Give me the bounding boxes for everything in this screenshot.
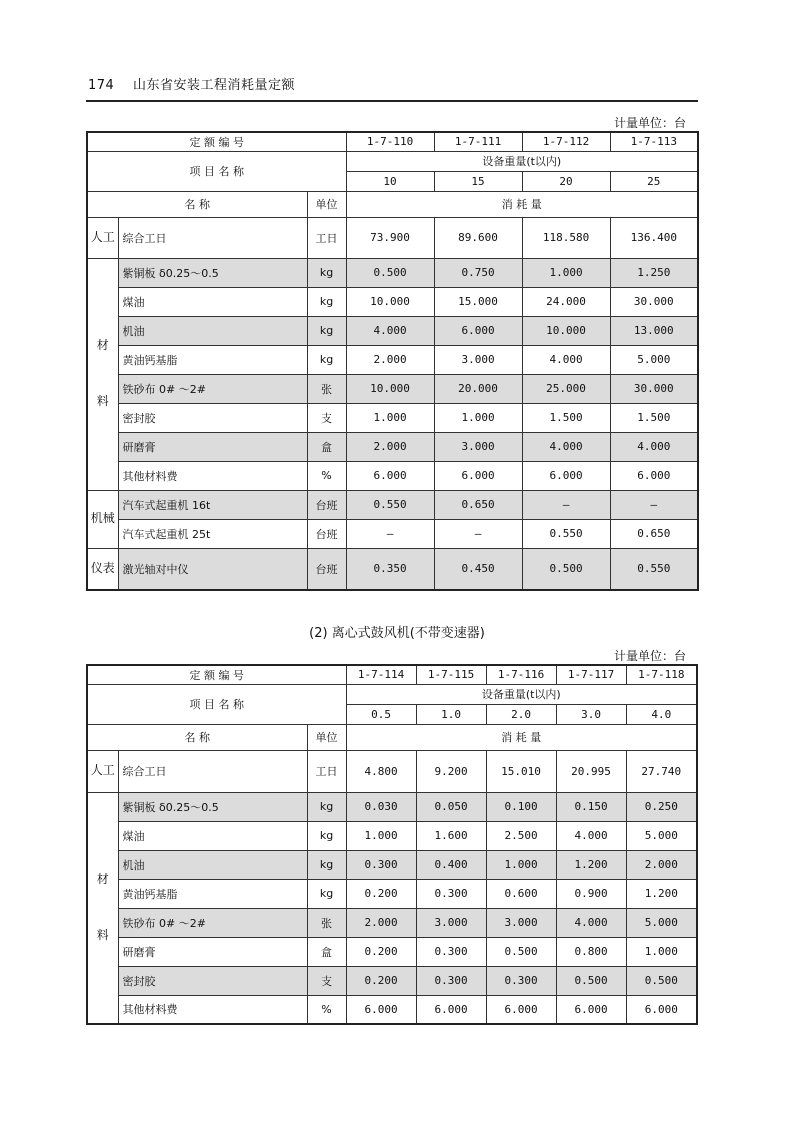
category-labor: 人工 <box>87 750 118 792</box>
row-name: 其他材料费 <box>118 995 307 1024</box>
row-value: 3.000 <box>434 432 522 461</box>
category-instrument: 仪表 <box>87 548 118 590</box>
row-value: 73.900 <box>346 217 434 258</box>
row-value: 15.010 <box>486 750 556 792</box>
table-row <box>87 937 697 966</box>
quota-code: 1-7-114 <box>346 665 416 684</box>
quota-code: 1-7-112 <box>522 132 610 151</box>
category-labor: 人工 <box>87 217 118 258</box>
row-unit: kg <box>307 287 346 316</box>
row-value: 1.600 <box>416 821 486 850</box>
row-value: 0.650 <box>434 490 522 519</box>
weight-value: 15 <box>434 171 522 191</box>
row-value: 1.250 <box>610 258 698 287</box>
row-value: 1.200 <box>626 879 697 908</box>
row-value: 0.900 <box>556 879 626 908</box>
section-title: (2) 离心式鼓风机(不带变速器) <box>309 626 485 641</box>
weight-value: 10 <box>346 171 434 191</box>
row-unit: kg <box>307 345 346 374</box>
row-value: 6.000 <box>626 995 697 1024</box>
table-row <box>87 345 698 374</box>
row-value: 1.200 <box>556 850 626 879</box>
row-value: 0.600 <box>486 879 556 908</box>
row-name: 黄油钙基脂 <box>118 345 307 374</box>
row-value: 15.000 <box>434 287 522 316</box>
unit-column-header: 单位 <box>307 191 346 217</box>
row-value: 0.350 <box>346 548 434 590</box>
row-value: 4.000 <box>610 432 698 461</box>
category-machine: 机械 <box>87 490 118 548</box>
row-name: 黄油钙基脂 <box>118 879 307 908</box>
row-value: 0.400 <box>416 850 486 879</box>
weight-value: 3.0 <box>556 704 626 724</box>
row-value: 0.750 <box>434 258 522 287</box>
row-value: 6.000 <box>486 995 556 1024</box>
row-unit: 工日 <box>307 217 346 258</box>
row-name: 铁砂布 0# ～2# <box>118 374 307 403</box>
category-material-char: 材 <box>96 338 109 353</box>
row-value: 2.000 <box>626 850 697 879</box>
row-value: — <box>346 519 434 548</box>
row-value: 1.000 <box>346 403 434 432</box>
row-name: 密封胶 <box>118 403 307 432</box>
row-value: 1.000 <box>346 821 416 850</box>
quota-table-2 <box>86 664 698 1025</box>
row-name: 其他材料费 <box>118 461 307 490</box>
category-material-char: 材 <box>96 872 109 887</box>
quota-code: 1-7-118 <box>626 665 697 684</box>
row-value: 6.000 <box>434 461 522 490</box>
page-number: 174 <box>88 78 115 93</box>
row-name: 研磨膏 <box>118 937 307 966</box>
category-material-char: 料 <box>96 927 109 942</box>
weight-value: 1.0 <box>416 704 486 724</box>
row-value: 6.000 <box>610 461 698 490</box>
weight-value: 0.5 <box>346 704 416 724</box>
table-row <box>87 750 697 792</box>
row-value: 4.000 <box>556 821 626 850</box>
table-row <box>87 287 698 316</box>
table-row <box>87 548 698 590</box>
row-value: 6.000 <box>556 995 626 1024</box>
header-rule <box>86 100 698 102</box>
row-value: 89.600 <box>434 217 522 258</box>
row-value: 1.000 <box>626 937 697 966</box>
book-title: 山东省安装工程消耗量定额 <box>132 78 295 93</box>
consumption-header: 消 耗 量 <box>346 724 697 750</box>
quota-code: 1-7-116 <box>486 665 556 684</box>
weight-label: 设备重量(t以内) <box>346 684 697 704</box>
row-value: 0.500 <box>486 937 556 966</box>
unit-label-2: 计量单位：台 <box>613 649 686 663</box>
row-value: 10.000 <box>346 374 434 403</box>
row-value: 1.000 <box>522 258 610 287</box>
row-value: — <box>522 490 610 519</box>
item-name-label: 项 目 名 称 <box>87 151 346 191</box>
row-name: 研磨膏 <box>118 432 307 461</box>
row-name: 机油 <box>118 316 307 345</box>
row-value: 25.000 <box>522 374 610 403</box>
table-row <box>87 821 697 850</box>
row-value: 1.000 <box>486 850 556 879</box>
row-value: 6.000 <box>434 316 522 345</box>
quota-label: 定 额 编 号 <box>87 665 346 684</box>
row-value: 4.000 <box>522 432 610 461</box>
quota-code: 1-7-115 <box>416 665 486 684</box>
item-name-label: 项 目 名 称 <box>87 684 346 724</box>
row-value: 20.000 <box>434 374 522 403</box>
quota-code-row <box>87 665 697 684</box>
row-value: 20.995 <box>556 750 626 792</box>
table-row <box>87 258 698 287</box>
row-unit: kg <box>307 821 346 850</box>
row-unit: kg <box>307 258 346 287</box>
row-value: 0.550 <box>522 519 610 548</box>
weight-value: 20 <box>522 171 610 191</box>
row-name: 密封胶 <box>118 966 307 995</box>
table-row <box>87 908 697 937</box>
table-row <box>87 403 698 432</box>
quota-code: 1-7-110 <box>346 132 434 151</box>
weight-label: 设备重量(t以内) <box>346 151 698 171</box>
row-value: 6.000 <box>346 995 416 1024</box>
unit-column-header: 单位 <box>307 724 346 750</box>
row-name: 紫铜板 δ0.25～0.5 <box>118 792 307 821</box>
row-value: 1.000 <box>434 403 522 432</box>
row-unit: 盒 <box>307 432 346 461</box>
row-value: 9.200 <box>416 750 486 792</box>
row-value: 0.550 <box>346 490 434 519</box>
row-value: 4.000 <box>346 316 434 345</box>
row-name: 汽车式起重机 25t <box>118 519 307 548</box>
row-value: 3.000 <box>434 345 522 374</box>
row-value: 0.300 <box>346 850 416 879</box>
row-unit: 支 <box>307 966 346 995</box>
row-value: 2.000 <box>346 345 434 374</box>
table-row <box>87 461 698 490</box>
quota-table-1 <box>86 131 699 591</box>
row-value: 0.150 <box>556 792 626 821</box>
row-value: 27.740 <box>626 750 697 792</box>
row-value: 0.200 <box>346 879 416 908</box>
row-value: 0.300 <box>416 879 486 908</box>
row-unit: % <box>307 461 346 490</box>
row-value: 136.400 <box>610 217 698 258</box>
row-value: 0.200 <box>346 937 416 966</box>
row-value: 0.250 <box>626 792 697 821</box>
row-value: 30.000 <box>610 287 698 316</box>
row-value: 5.000 <box>626 908 697 937</box>
weight-value: 4.0 <box>626 704 697 724</box>
category-material-char: 料 <box>96 394 109 408</box>
row-value: 2.500 <box>486 821 556 850</box>
row-value: 24.000 <box>522 287 610 316</box>
table-row <box>87 792 697 821</box>
row-value: 0.450 <box>434 548 522 590</box>
row-value: 6.000 <box>346 461 434 490</box>
row-value: 2.000 <box>346 908 416 937</box>
row-unit: 张 <box>307 908 346 937</box>
row-value: — <box>610 490 698 519</box>
row-name: 铁砂布 0# ～2# <box>118 908 307 937</box>
quota-code: 1-7-111 <box>434 132 522 151</box>
table-row <box>87 966 697 995</box>
row-unit: 台班 <box>307 490 346 519</box>
row-value: 0.300 <box>416 966 486 995</box>
row-unit: kg <box>307 879 346 908</box>
row-value: 30.000 <box>610 374 698 403</box>
quota-code: 1-7-113 <box>610 132 698 151</box>
category-material <box>87 792 118 1024</box>
quota-code: 1-7-117 <box>556 665 626 684</box>
row-unit: 张 <box>307 374 346 403</box>
row-value: 0.550 <box>610 548 698 590</box>
row-value: 0.100 <box>486 792 556 821</box>
row-value: 13.000 <box>610 316 698 345</box>
row-value: 4.000 <box>522 345 610 374</box>
row-name: 紫铜板 δ0.25～0.5 <box>118 258 307 287</box>
row-unit: 台班 <box>307 548 346 590</box>
row-value: 0.050 <box>416 792 486 821</box>
row-value: 0.650 <box>610 519 698 548</box>
row-name: 综合工日 <box>118 750 307 792</box>
row-value: 0.030 <box>346 792 416 821</box>
name-column-header: 名 称 <box>87 724 307 750</box>
row-value: 1.500 <box>522 403 610 432</box>
row-unit: 工日 <box>307 750 346 792</box>
quota-label: 定 额 编 号 <box>87 132 346 151</box>
row-unit: kg <box>307 850 346 879</box>
name-column-header: 名 称 <box>87 191 307 217</box>
row-name: 机油 <box>118 850 307 879</box>
quota-code-row <box>87 132 698 151</box>
row-value: 0.300 <box>416 937 486 966</box>
consumption-header: 消 耗 量 <box>346 191 698 217</box>
row-value: 2.000 <box>346 432 434 461</box>
row-value: 5.000 <box>626 821 697 850</box>
row-value: 3.000 <box>416 908 486 937</box>
row-value: 0.500 <box>556 966 626 995</box>
row-unit: kg <box>307 316 346 345</box>
row-value: 1.500 <box>610 403 698 432</box>
row-value: 10.000 <box>522 316 610 345</box>
row-value: 4.800 <box>346 750 416 792</box>
table-row <box>87 995 697 1024</box>
weight-value: 25 <box>610 171 698 191</box>
row-value: 118.580 <box>522 217 610 258</box>
row-value: 0.500 <box>626 966 697 995</box>
row-value: 5.000 <box>610 345 698 374</box>
row-name: 煤油 <box>118 821 307 850</box>
row-value: 6.000 <box>416 995 486 1024</box>
table-row <box>87 316 698 345</box>
row-value: 0.200 <box>346 966 416 995</box>
row-value: 6.000 <box>522 461 610 490</box>
category-material <box>87 258 118 490</box>
row-name: 综合工日 <box>118 217 307 258</box>
row-name: 汽车式起重机 16t <box>118 490 307 519</box>
row-value: 4.000 <box>556 908 626 937</box>
page-header <box>88 74 295 93</box>
weight-value: 2.0 <box>486 704 556 724</box>
table-row <box>87 490 698 519</box>
row-value: 0.500 <box>522 548 610 590</box>
table-row <box>87 879 697 908</box>
table-row <box>87 519 698 548</box>
row-value: 3.000 <box>486 908 556 937</box>
table-row <box>87 432 698 461</box>
row-unit: % <box>307 995 346 1024</box>
table-row <box>87 217 698 258</box>
table-row <box>87 850 697 879</box>
row-value: — <box>434 519 522 548</box>
row-unit: kg <box>307 792 346 821</box>
row-value: 0.800 <box>556 937 626 966</box>
unit-label-1: 计量单位：台 <box>613 116 686 130</box>
row-unit: 台班 <box>307 519 346 548</box>
row-name: 激光轴对中仪 <box>118 548 307 590</box>
row-name: 煤油 <box>118 287 307 316</box>
row-unit: 盒 <box>307 937 346 966</box>
row-value: 0.300 <box>486 966 556 995</box>
table-row <box>87 374 698 403</box>
row-value: 0.500 <box>346 258 434 287</box>
row-value: 10.000 <box>346 287 434 316</box>
row-unit: 支 <box>307 403 346 432</box>
